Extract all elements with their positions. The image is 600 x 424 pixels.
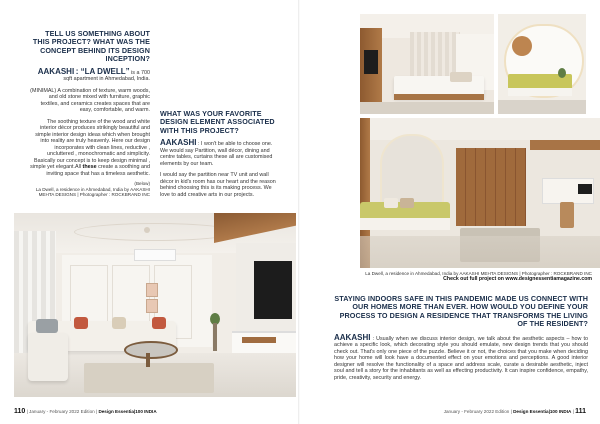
q1-block [30,30,150,198]
kids-room-photo [498,14,586,114]
right-page [300,0,600,424]
q1-answer-name: AAKASHI [37,66,75,76]
left-footer-text: | January - February 2022 Edition | [26,409,98,414]
q1-para3-bold: these [82,164,97,171]
q3-answer [334,332,588,382]
q1-para3-a: The soothing texture of the wood and white interior décor produces strikingly beautiful and simple interior design ideas which when brought into reality are truly heavenly. Here our design incorporates with clean lines, reductive , uncluttered , monochromatic and simplicity. Basically our concept is to keep design minimal , simple yet elegant.All [30,118,150,171]
q2-answer-a: : I won't be able to choose one. We would say Partition, wall décor, dining and centre tables, curtains these all are customised elements by our team. [160,141,273,167]
left-footer-magazine: Design Essentia|100 INDIA [98,409,157,414]
q2-answer-name: AAKASHI [160,138,197,148]
right-caption: La Dwell, a residence in Ahmedabad, India by AAKASHI MEHTA DESIGNS | Photographer : ROCKBRAND INC [365,271,592,276]
q2-question: WHAT WAS YOUR FAVORITE DESIGN ELEMENT ASSOCIATED WITH THIS PROJECT? [160,109,275,135]
right-footer [444,408,586,415]
caption-left-photo: La Dwell, a residence in Ahmedabad, India by AAKASHI MEHTA DESIGNS | Photographer : ROCKBRAND INC [35,186,150,198]
living-room-photo [14,213,296,397]
q1-para3 [30,119,150,178]
q3-answer-text: : Usually when we discuss interior design, we talk about the aesthetic aspects – how to achieve a specific look, which decorating style you should emulate, new design trends that you should check out. That's only one piece of the puzzle. Believe it or not, the choices that you make when deciding how your home will look have a documented effect on your emotions and perceptions. A good interior designer will resolve the functionality of a space and address scale, curate a desirable aesthetic, inject soul and tell a story for the inhabitants as well as effecting productivity. It can inspire confidence, empathy, pride, creativity, security and energy. [334,335,588,381]
study-room-photo [360,118,600,268]
left-page-number: 110 [14,408,26,415]
q2-block [160,110,278,198]
q3-answer-name: AAKASHI [334,332,371,342]
project-link[interactable]: Check out full project on www.designessentiamagazine.com [443,275,592,282]
right-footer-magazine: Design Essentia|100 INDIA [513,409,572,414]
q3-block [334,295,588,381]
right-footer-text: January - February 2022 Edition | [443,409,512,414]
bedroom-photo [360,14,494,114]
right-page-number: 111 [575,408,586,415]
q2-answer [160,140,278,167]
left-footer [14,408,157,415]
q3-question: STAYING INDOORS SAFE IN THIS PANDEMIC MADE US CONNECT WITH OUR HOMES MORE THAN EVER. HOW WOULD YOU DEFINE YOUR PROCESS TO DESIGN A RESIDENCE THAT TRANSFORMS THE LIVING OF THE RESIDENT? [334,294,588,329]
q1-question: TELL US SOMETHING ABOUT THIS PROJECT? WHAT WAS THE CONCEPT BEHIND ITS DESIGN INCEPTION? [32,29,150,64]
right-footer-separator: | [572,409,574,414]
caption-below-label: (Below) [134,181,150,187]
q1-intro-text: is a 700 sqft apartment in Ahmedabad, India. [63,69,150,83]
right-caption-block [360,271,592,282]
q1-para2: (MINIMAL) A combination of texture, warm woods, and old stone mixed with furniture, graphic textiles, and ceramics creates spaces that are easy, comfortable, and warm. [30,87,150,114]
q2-answer-b: I would say the partition near TV unit and wall décor in kid's room has our heart and the reason behind choosing this is its making process. We love to add creative arts in our projects. [160,172,276,198]
q1-project-title: : “LA DWELL” [75,66,130,76]
q1-para3-b: create a soothing and inviting space that has a timeless aesthetic. [46,164,150,177]
q1-answer-intro [30,66,150,83]
